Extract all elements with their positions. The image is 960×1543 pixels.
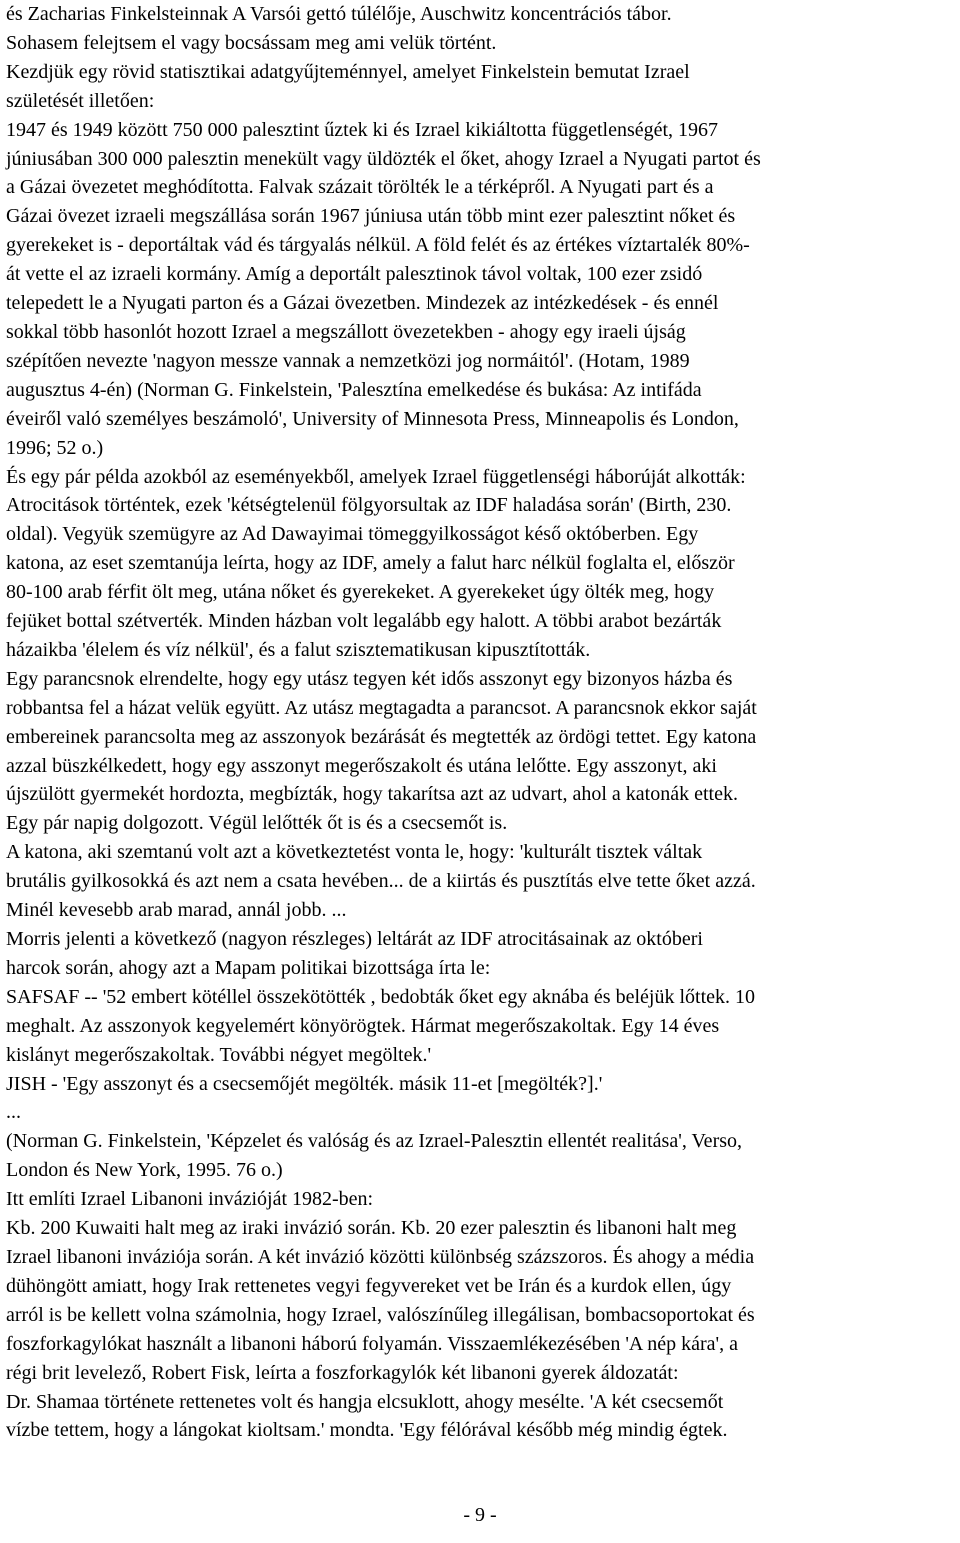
text-line: Izrael libanoni inváziója során. A két invázió közötti különbség százszoros. És ahogy a média <box>6 1245 755 1268</box>
text-line: éveiről való személyes beszámoló', University of Minnesota Press, Minneapolis és London, <box>6 407 739 430</box>
text-line: és Zacharias Finkelsteinnak A Varsói gettó túlélője, Auschwitz koncentrációs tábor. <box>6 3 672 25</box>
text-line: újszülött gyermekét hordozta, megbízták, hogy takarítsa azt az udvart, ahol a katonák ettek. <box>6 783 738 806</box>
text-line: szépítően nevezte 'nagyon messze vannak a nemzetközi jog normáitól'. (Hotam, 1989 <box>6 349 690 372</box>
text-line: foszforkagylókat használt a libanoni háború folyamán. Visszaemlékezésében 'A nép kára', a <box>6 1332 739 1355</box>
text-line: London és New York, 1995. 76 o.) <box>6 1159 283 1182</box>
text-line: meghalt. Az asszonyok kegyelemért könyörögtek. Hármat megerőszakoltak. Egy 14 éves <box>6 1014 720 1037</box>
text-line: Morris jelenti a következő (nagyon részleges) leltárát az IDF atrocitásainak az októberi <box>6 928 703 950</box>
text-line: régi brit levelező, Robert Fisk, leírta a foszforkagylók két libanoni gyerek áldozatát: <box>6 1361 679 1384</box>
text-line: fejüket bottal szétverték. Minden házban volt legalább egy halott. A többi arabot bezárták <box>6 610 722 633</box>
text-line: át vette el az izraeli kormány. Amíg a deportált palesztinok távol voltak, 100 ezer zsidó <box>6 263 703 286</box>
text-line: brutális gyilkosokká és azt nem a csata hevében... de a kiirtás és pusztítás elve tette őket azzá. <box>6 870 756 893</box>
document-page <box>6 0 954 1445</box>
text-line: robbantsa fel a házat velük együtt. Az utász megtagadta a parancsot. A parancsnok ekkor saját <box>6 696 757 719</box>
text-line: 80-100 arab férfit ölt meg, utána nőket és gyerekeket. A gyerekeket úgy ölték meg, hogy <box>6 581 715 604</box>
text-line: azzal büszkélkedett, hogy egy asszonyt megerőszakolt és utána lelőtte. Egy asszonyt, aki <box>6 754 717 777</box>
text-line: 1947 és 1949 között 750 000 palesztint űztek ki és Izrael kikiáltotta függetlenségét, 1967 <box>6 118 719 141</box>
text-line: harcok során, ahogy azt a Mapam politikai bizottsága írta le: <box>6 956 491 979</box>
text-line: ... <box>6 1101 21 1124</box>
text-line: Gázai övezet izraeli megszállása során 1967 júniusa után több mint ezer palesztint nőket és <box>6 205 736 228</box>
text-line: katona, az eset szemtanúja leírta, hogy az IDF, amely a falut harc nélkül foglalta el, először <box>6 552 735 575</box>
text-line: kislányt megerőszakoltak. További négyet megöltek.' <box>6 1043 432 1066</box>
text-line: (Norman G. Finkelstein, 'Képzelet és valóság és az Izrael-Palesztin ellentét realitása', Verso, <box>6 1130 743 1153</box>
text-line: Dr. Shamaa története rettenetes volt és hangja elcsuklott, ahogy mesélte. 'A két csecsemőt <box>6 1390 724 1413</box>
text-line: SAFSAF -- '52 embert kötéllel összekötötték , bedobták őket egy aknába és beléjük lőttek. 10 <box>6 985 756 1008</box>
text-line: Minél kevesebb arab marad, annál jobb. ... <box>6 899 347 922</box>
text-line: sokkal több hasonlót hozott Izrael a megszállott övezetekben - ahogy egy iraeli újság <box>6 320 686 343</box>
text-line: júniusában 300 000 palesztin menekült vagy üldözték el őket, ahogy Izrael a Nyugati partot és <box>6 147 761 170</box>
text-line: telepedett le a Nyugati parton és a Gázai övezetben. Mindezek az intézkedések - és ennél <box>6 292 719 315</box>
text-line: Kezdjük egy rövid statisztikai adatgyűjteménnyel, amelyet Finkelstein bemutat Izrael <box>6 60 690 83</box>
text-line: dühöngött amiatt, hogy Irak rettenetes vegyi fegyvereket vet be Irán és a kurdok ellen, úgy <box>6 1274 732 1297</box>
text-line: augusztus 4-én) (Norman G. Finkelstein, 'Palesztína emelkedése és bukása: Az intifáda <box>6 378 702 401</box>
text-line: Sohasem felejtsem el vagy bocsássam meg ami velük történt. <box>6 31 497 54</box>
text-line: Atrocitások történtek, ezek 'kétségtelenül fölgyorsultak az IDF haladása során' (Birth, 230. <box>6 494 732 517</box>
text-line: vízbe tettem, hogy a lángokat kioltsam.' mondta. 'Egy félórával később még mindig égtek. <box>6 1419 728 1442</box>
text-line: 1996; 52 o.) <box>6 436 104 459</box>
text-line: oldal). Vegyük szemügyre az Ad Dawayimai tömeggyilkosságot késő októberben. Egy <box>6 523 699 546</box>
text-line: a Gázai övezetet meghódította. Falvak százait törölték le a térképről. A Nyugati part és a <box>6 176 714 199</box>
text-line: Egy pár napig dolgozott. Végül lelőtték őt is és a csecsemőt is. <box>6 812 508 835</box>
text-line: Egy parancsnok elrendelte, hogy egy utász tegyen két idős asszonyt egy bizonyos házba és <box>6 667 733 690</box>
text-line: gyerekeket is - deportáltak vád és tárgyalás nélkül. A föld felét és az értékes víztartalék 80%- <box>6 234 750 257</box>
text-line: arról is be kellett volna számolnia, hogy Izrael, valószínűleg illegálisan, bombacsoportokat és <box>6 1303 755 1326</box>
text-line: Itt említi Izrael Libanoni invázióját 1982-ben: <box>6 1188 374 1211</box>
text-line: Kb. 200 Kuwaiti halt meg az iraki invázió során. Kb. 20 ezer palesztin és libanoni halt meg <box>6 1217 737 1240</box>
body-text <box>6 0 954 1445</box>
text-line: embereinek parancsolta meg az asszonyok bezárását és megtették az ördögi tettet. Egy katona <box>6 725 757 748</box>
text-line: JISH - 'Egy asszonyt és a csecsemőjét megölték. másik 11-et [megölték?].' <box>6 1072 603 1095</box>
text-line: házaikba 'élelem és víz nélkül', és a falut szisztematikusan kipusztították. <box>6 638 591 661</box>
page-number: - 9 - <box>463 1504 497 1526</box>
text-line: A katona, aki szemtanú volt azt a következtetést vonta le, hogy: 'kulturált tisztek váltak <box>6 841 703 864</box>
text-line: És egy pár példa azokból az eseményekből, amelyek Izrael függetlenségi háborúját alkották: <box>6 465 746 488</box>
text-line: születését illetően: <box>6 89 155 112</box>
